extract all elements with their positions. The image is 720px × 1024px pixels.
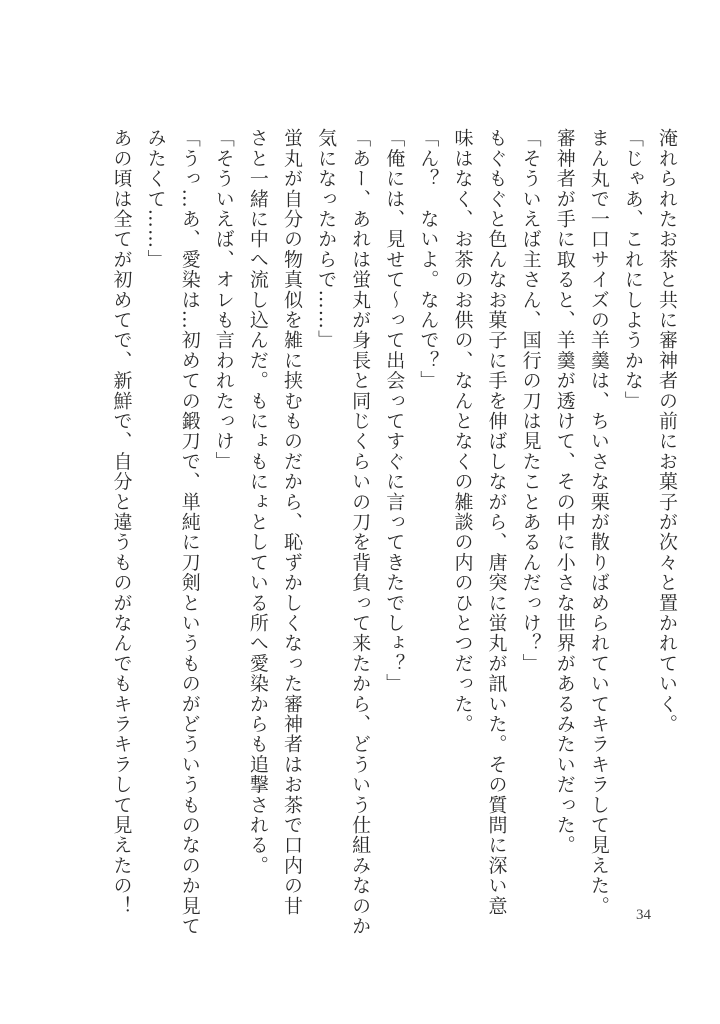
text-line-15: 「うっ…あ、愛染は…初めての鍛刀で、単純に刀剣というものがどういうものなのか見て (178, 128, 201, 936)
text-line-9: 「俺には、見せて〜って出会ってすぐに言ってきたでしょ？」 (383, 128, 406, 694)
text-line-16: みたくて……」 (144, 128, 167, 270)
text-line-3: まん丸で一口サイズの羊羹は、ちいさな栗が散りばめられていてキラキラして見えた。 (587, 128, 610, 916)
text-line-11: 気になったからで……」 (315, 128, 338, 351)
text-line-12: 蛍丸が自分の物真似を雑に挟むものだから、恥ずかしくなった審神者はお茶で口内の甘 (280, 128, 303, 916)
text-line-14: 「そういえば、オレも言われたっけ」 (212, 128, 235, 472)
text-line-7: 味はなく、お茶のお供の、なんとなくの雑談の内のひとつだった。 (451, 128, 474, 734)
page-number: 34 (636, 907, 651, 923)
text-line-10: 「あー、あれは蛍丸が身長と同じくらいの刀を背負って来たから、どういう仕組みなのか (349, 128, 372, 936)
text-line-2: 「じゃあ、これにしようかな」 (621, 128, 644, 411)
text-line-5: 「そういえば主さん、国行の刀は見たことあるんだっけ？」 (519, 128, 542, 674)
text-line-17: あの頃は全てが初めてで、新鮮で、自分と違うものがなんでもキラキラして見えたの！ (110, 128, 133, 916)
text-line-4: 審神者が手に取ると、羊羹が透けて、その中に小さな世界があるみたいだった。 (553, 128, 576, 856)
text-line-6: もぐもぐと色んなお菓子に手を伸ばしながら、唐突に蛍丸が訊いた。その質問に深い意 (485, 128, 508, 916)
text-line-13: さと一緒に中へ流し込んだ。もにょもにょとしている所へ愛染からも追撃される。 (246, 128, 269, 876)
text-line-8: 「ん？ ないよ。なんで？」 (417, 128, 440, 391)
text-line-1: 淹れられたお茶と共に審神者の前にお菓子が次々と置かれていく。 (656, 128, 678, 734)
